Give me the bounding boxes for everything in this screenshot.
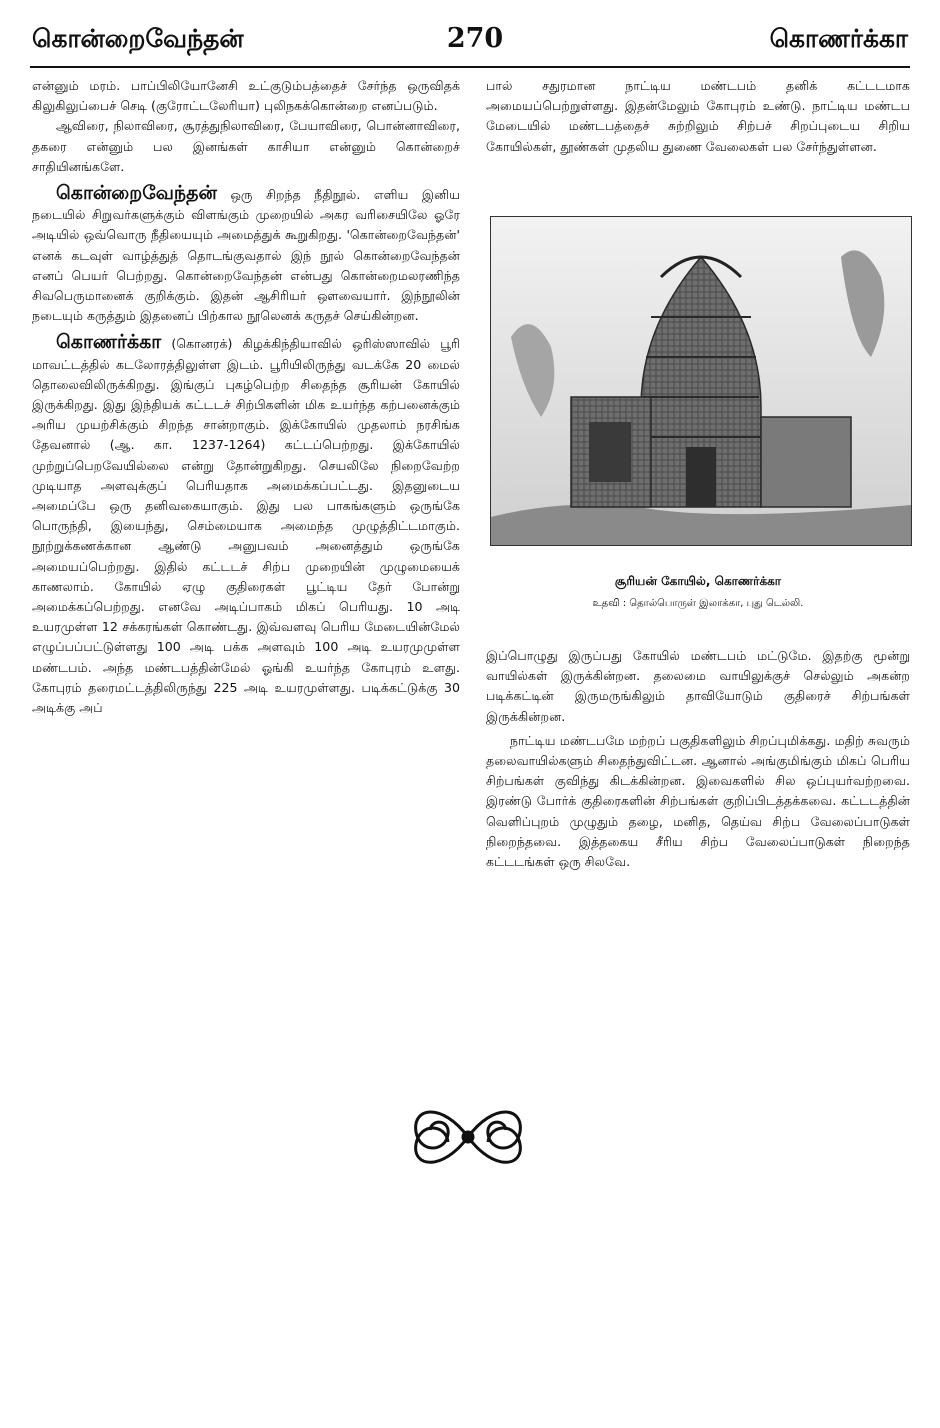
paragraph-mandapam-now: இப்பொழுது இருப்பது கோயில் மண்டபம் மட்டுமே. இதற்கு மூன்று வாயில்கள் இருக்கின்றன. தலைமை வாயிலுக்குச் செல்லும் அகன்ற படிக்கட்டின் இருமருங்கிலும் தாவியோடும் குதிரைச் சிற்பங்கள் இருக்கின்றன. xyxy=(486,648,910,724)
left-column xyxy=(32,76,460,718)
running-head-right: கொணர்க்கா xyxy=(769,24,908,53)
paragraph-species: ஆவிரை, நிலாவிரை, சூரத்துநிலாவிரை, பேயாவிரை, பொன்னாவிரை, தகரை என்னும் பல இனங்கள் காசியா என்னும் கொன்றைச் சாதியினங்களே. xyxy=(32,118,460,174)
figure-caption: சூரியன் கோயில், கொணர்க்கா xyxy=(614,574,782,588)
entry-body-konark: (கொனரக்) கிழக்கிந்தியாவில் ஒரிஸ்ஸாவில் பூரி மாவட்டத்தில் கடலோரத்திலுள்ள இடம். பூரியிலிருந்து வடக்கே 20 மைல் தொலைவிலிருக்கிறது. இங்குப் புகழ்பெற்ற சிதைந்த சூரியன் கோயில் இருக்கிறது. இது இந்தியக் கட்டடச் சிற்பிகளின் மிக உயர்ந்த கற்பனைக்கும் அரிய முயற்சிக்கும் சிறந்த சான்றாகும். இக்கோயில் முதலாம் நரசிங்க தேவனால் (ஆ. கா. 1237-1264) கட்டப்பெற்றது. இக்கோயில் முற்றுப்பெறவேயில்லை என்று தோன்றுகிறது. செயலிலே நிறைவேற்ற முடியாத அளவுக்குப் பெரியதாக அமைக்கப்பட்டது. இதனுடைய அமைப்பே ஒரு தனிவகையாகும். இது பல பாகங்களும் ஒருங்கே பொருந்தி, இயைந்து, செம்மையாக அமைந்த முழுத்திட்டமாகும். நூற்றுக்கணக்கான ஆண்டு அனுபவம் அனைத்தும் ஒருங்கே அமையப்பெற்றது. இதில் கட்டடச் சிற்ப முறையின் முழுமையைக் காணலாம். கோயில் ஏழு குதிரைகள் பூட்டிய தேர் போன்று அமைக்கப்பெற்றது. எனவே அடிப்பாகம் மிகப் பெரியது. 10 அடி உயரமுள்ள 12 சக்கரங்கள் கொண்டது. இவ்வளவு பெரிய மேடையின்மேல் எழுப்பப்பட்டுள்ளது 100 அடி பக்க அளவும் 100 அடி உயரமுமுள்ள மண்டபம். அந்த மண்டபத்தின்மேல் ஓங்கி உயர்ந்த கோபுரம் உளது. கோபுரம் தரைமட்டத்திலிருந்து 225 அடி உயரமுள்ளது. படிக்கட்டுக்கு 30 அடிக்கு அப் xyxy=(32,336,461,716)
ornament-icon xyxy=(402,1082,534,1192)
running-head-left: கொன்றைவேந்தன் xyxy=(32,24,244,53)
entry-konark xyxy=(32,332,460,718)
entry-title-konark: கொணர்க்கா xyxy=(56,331,162,354)
paragraph-sculptures: நாட்டிய மண்டபமே மற்றப் பகுதிகளிலும் சிறப்புமிக்கது. மதிற் சுவரும் தலைவாயில்களும் சிதைந்துவிட்டன. ஆனால் அங்குமிங்கும் மிகப் பெரிய சிற்பங்கள் குவிந்து கிடக்கின்றன. இவைகளில் சில ஒப்புயர்வற்றவை. இரண்டு போர்க் குதிரைகளின் சிற்பங்கள் குறிப்பிடத்தக்கவை. கட்டடத்தின் வெளிப்புறம் முழுதும் தழை, மனித, தெய்வ சிற்ப வேலைப்பாடுகள் நிறைந்தவை. இத்தகைய சீரிய சிற்ப வேலைப்பாடுகள் நிறைந்த கட்டடங்கள் ஒரு சிலவே. xyxy=(486,732,910,870)
paragraph-natya-mandapam: பால் சதுரமான நாட்டிய மண்டபம் தனிக் கட்டடமாக அமையப்பெற்றுள்ளது. இதன்மேலும் கோபுரம் உண்டு. நாட்டிய மண்டப மேடையில் மண்டபத்தைச் சுற்றிலும் சிற்பச் சிறப்புடைய சிறிய கோயில்கள், தூண்கள் முதலிய துணை வேலைகள் பல சேர்ந்துள்ளன. xyxy=(486,78,910,154)
right-column-bottom xyxy=(486,646,910,872)
header-rule xyxy=(30,66,910,68)
entry-title-konraivendhan: கொன்றைவேந்தன் xyxy=(56,182,217,205)
page-number: 270 xyxy=(446,23,504,54)
entry-konraivendhan xyxy=(32,183,460,326)
temple-photo xyxy=(490,216,912,546)
entry-body-konraivendhan: ஒரு சிறந்த நீதிநூல். எளிய இனிய நடையில் சிறுவர்களுக்கும் விளங்கும் முறையில் அகர வரிசையிலே ஓரே அடியில் ஒவ்வொரு நீதியையும் அமைத்துக் கூறுகிறது. 'கொன்றைவேந்தன்' எனக் கடவுள் வாழ்த்துத் தொடங்குவதால் இந் நூல் கொன்றைவேந்தன் எனப் பெயர் பெற்றது. கொன்றைவேந்தன் என்பது கொன்றைமலரணிந்த சிவபெருமானைக் குறிக்கும். இதன் ஆசிரியர் ஔவையார். இந்நூலின் நடையும் கருத்தும் இதனைப் பிற்கால நூலெனக் கருதச் செய்கின்றன. xyxy=(32,187,460,324)
figure-credit: உதவி : தொல்பொருள் இலாக்கா, புது டெல்லி. xyxy=(592,598,804,609)
paragraph-continuation: என்னும் மரம். பாப்பிலியோனேசி உட்குடும்பத்தைச் சேர்ந்த ஒருவிதக் கிலுகிலுப்பைச் செடி (குரோட்டலேரியா) புலிநகக்கொன்றை எனப்படும். xyxy=(32,78,460,114)
right-column-top xyxy=(486,76,910,157)
